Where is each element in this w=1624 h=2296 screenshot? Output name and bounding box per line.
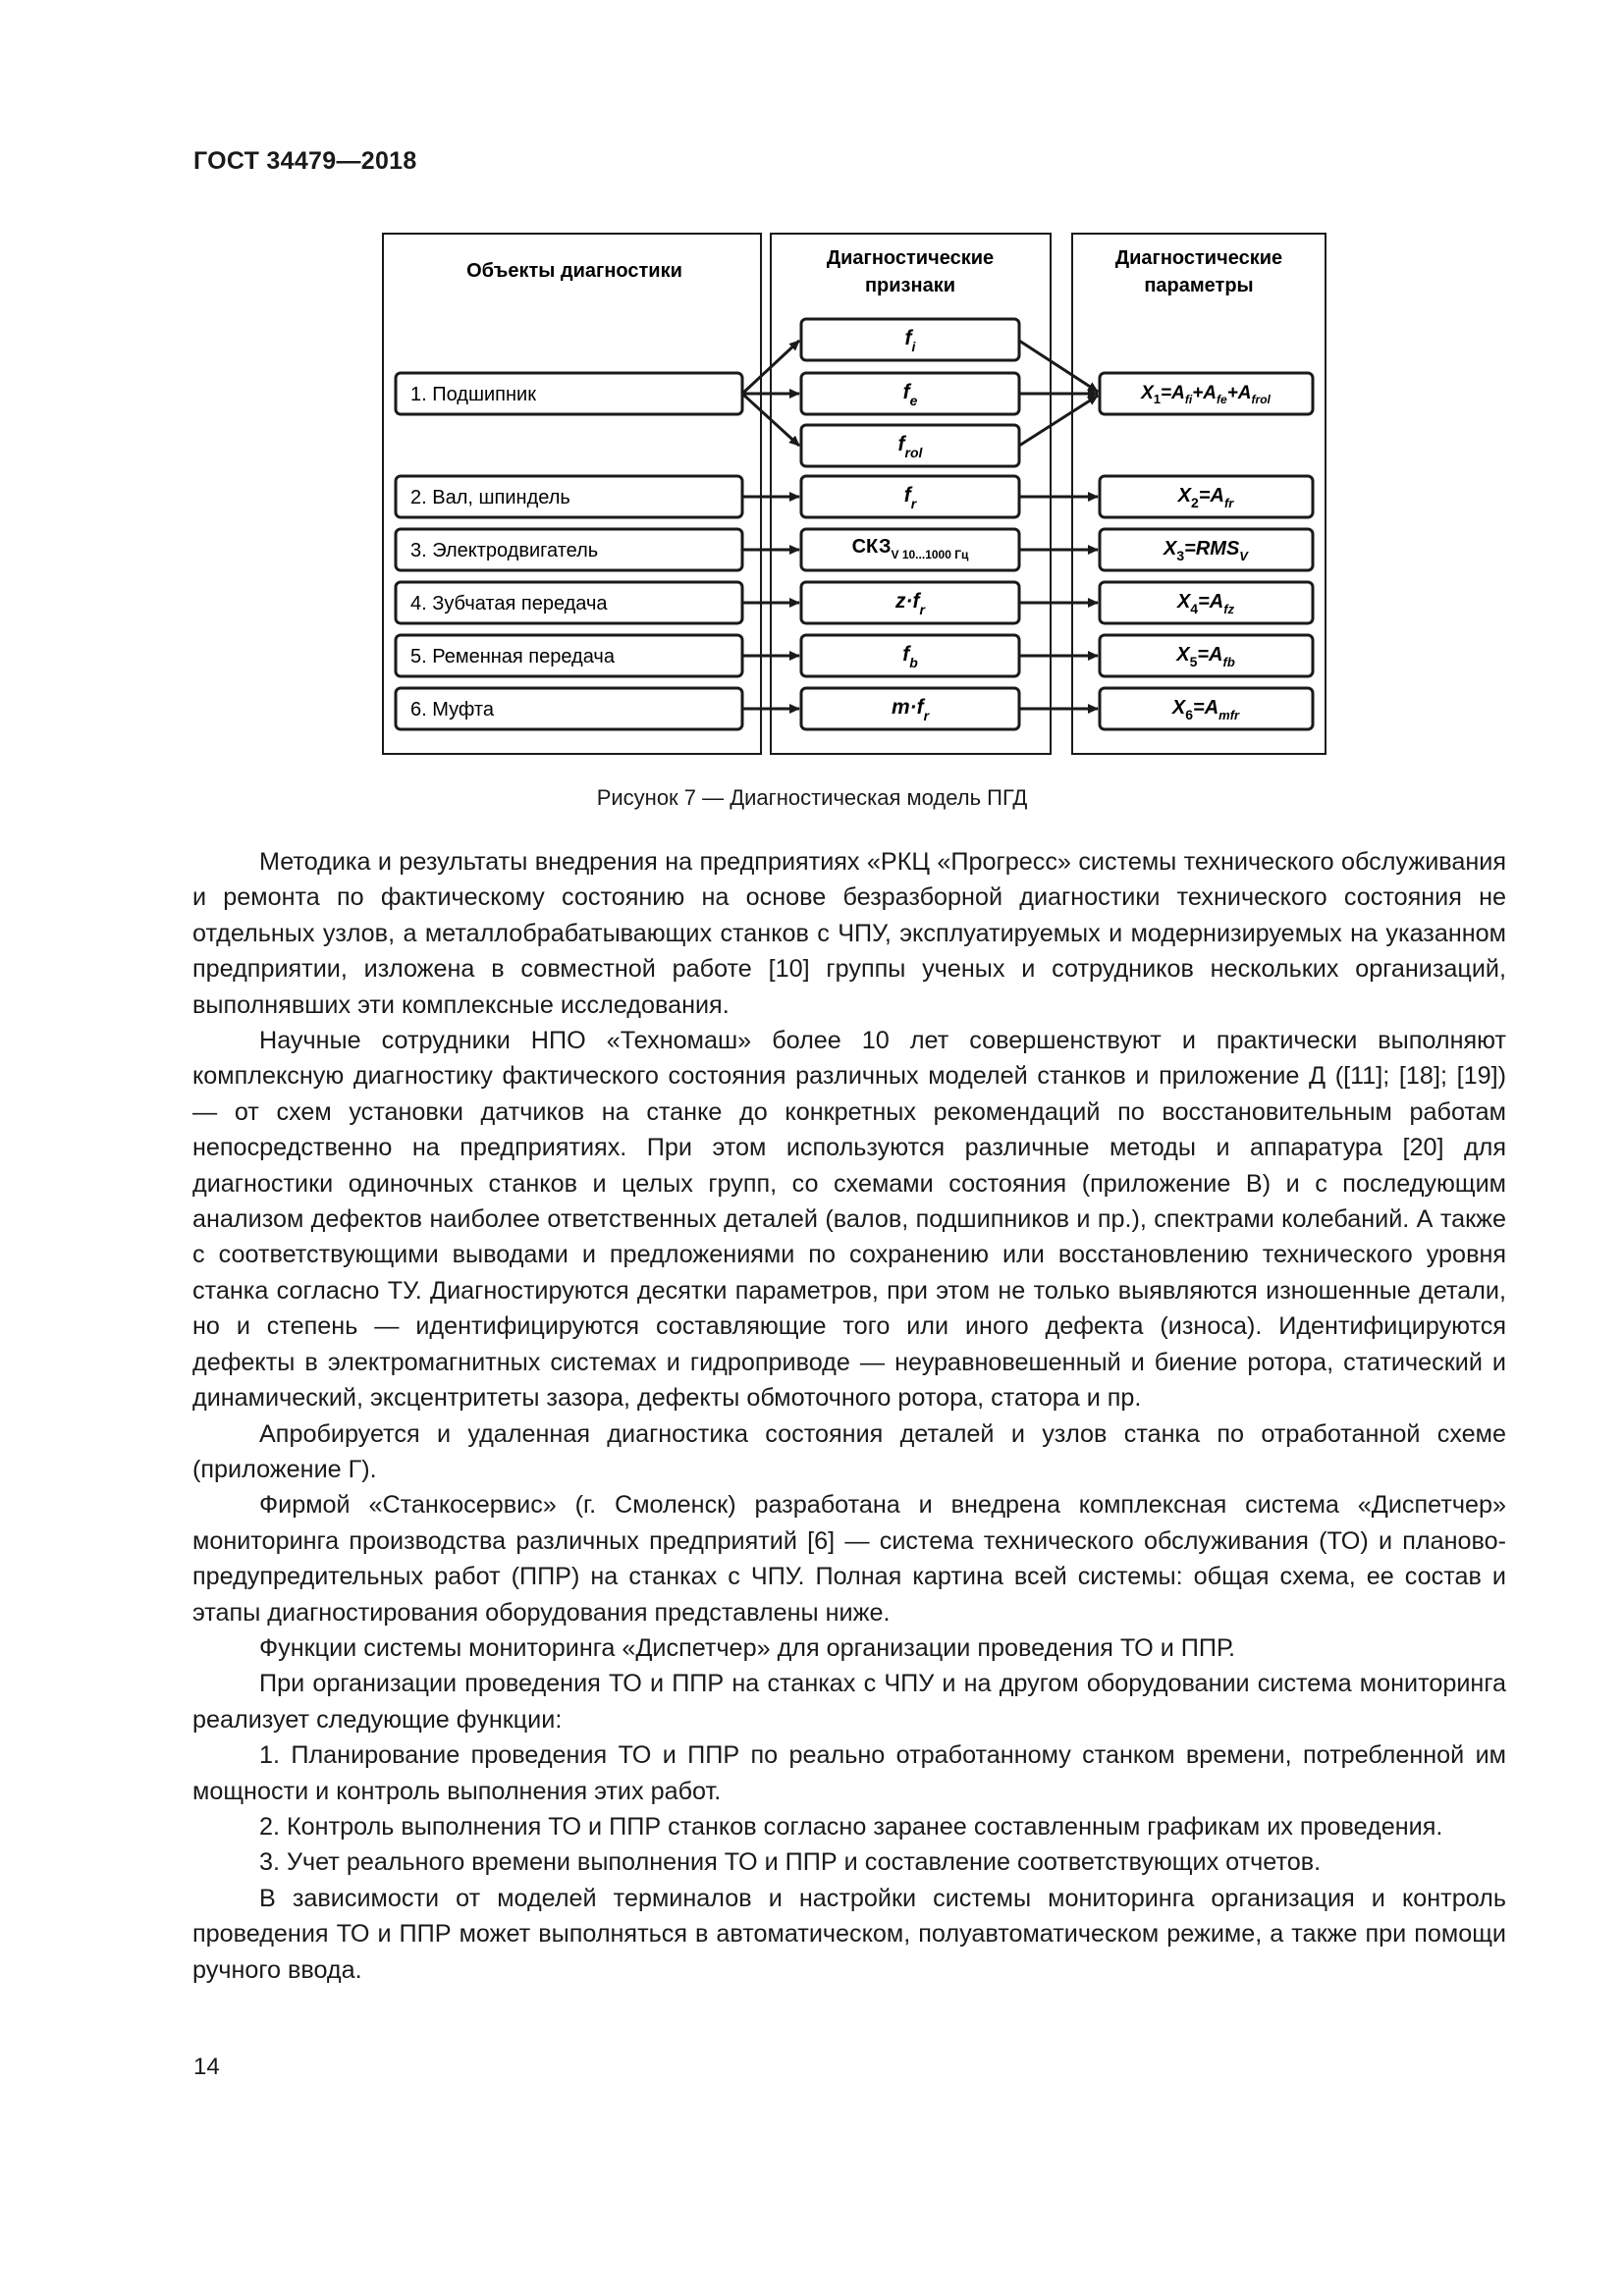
paragraph: Методика и результаты внедрения на предприятиях «РКЦ «Прогресс» системы технического обслуживания и ремонта по фактическому состоянию на основе безразборной диагностики технического состояния не отдельных узлов, а металлобрабатывающих станков с ЧПУ, эксплуатируемых и модернизируемых на указанном предприятии, изложена в совместной работе [10] группы ученых и сотрудников нескольких организаций, выполнявших эти комплексные исследования. (192, 848, 1506, 1019)
svg-text:X6=Amfr: $X_6=A_{mfr}$ (1171, 697, 1240, 722)
object-box-coupling (396, 688, 742, 729)
svg-text:m·fr: $m\cdot f_r$ (891, 696, 930, 723)
svg-text:fe: $f_e$ (902, 381, 918, 408)
params-column-title-line1: Диагностические (1114, 247, 1283, 269)
param-box-x2 (1100, 476, 1313, 517)
svg-text:frol: $f_{rol}$ (897, 433, 923, 460)
object-box-gear (396, 582, 742, 623)
params-column-title-line2: параметры (1144, 275, 1254, 296)
feature-box-skz (801, 529, 1019, 570)
object-box-bearing (396, 373, 742, 414)
body-text (192, 844, 1506, 1988)
paragraph: Функции системы мониторинга «Диспетчер» для организации проведения ТО и ППР. (259, 1633, 1236, 1662)
param-box-x4 (1100, 582, 1313, 623)
svg-text:fb: $f_b$ (902, 643, 918, 670)
param-box-x6 (1100, 688, 1313, 729)
page-number: 14 (193, 2054, 220, 2080)
svg-text:4. Зубчатая передача: 4. Зубчатая передача (410, 593, 608, 614)
svg-text:X1=Afi+Afe+Afrol: $X_1=A_{fi}+A_{fe}+A_{frol}$ (1141, 383, 1271, 406)
feature-box-zfr (801, 582, 1019, 623)
svg-text:fi: $f_i$ (904, 327, 916, 354)
svg-text:fr: $f_r$ (903, 484, 917, 511)
paragraph: При организации проведения ТО и ППР на станках с ЧПУ и на другом оборудовании система мониторинга реализует следующие функции: (192, 1670, 1506, 1734)
svg-text:X4=Afz: $X_4=A_{fz}$ (1176, 591, 1235, 616)
features-column-title-line1: Диагностические (826, 247, 995, 269)
param-box-x1 (1100, 373, 1313, 414)
diagnostic-model-figure (373, 229, 1330, 759)
objects-column-title: Объекты диагностики (466, 260, 682, 282)
features-column-title-line2: признаки (864, 275, 956, 296)
paragraph: В зависимости от моделей терминалов и настройки системы мониторинга организация и контроль проведения ТО и ППР может выполняться в автоматическом, полуавтоматическом режиме, а также при помощи ручного ввода. (192, 1884, 1506, 1984)
paragraph: Апробируется и удаленная диагностика состояния деталей и узлов станка по отработанной схеме (приложение Г). (192, 1419, 1506, 1483)
feature-box-fi (801, 319, 1019, 360)
list-item: 2. Контроль выполнения ТО и ППР станков согласно заранее составленным графикам их проведения. (259, 1812, 1443, 1841)
document-header: ГОСТ 34479—2018 (193, 147, 417, 175)
svg-text:X2=Afr: $X_2=A_{fr}$ (1177, 485, 1234, 510)
paragraph: Научные сотрудники НПО «Техномаш» более 10 лет совершенствуют и практически выполняют комплексную диагностику фактического состояния различных моделей станков и приложение Д ([11]; [18]; [19]) — от схем установки датчиков на станке до конкретных рекомендаций по восстановительным работам непосредственно на предприятиях. При этом используются различные методы и аппаратура [20] для диагностики одиночных станков и целых групп, со схемами состояния (приложение В) и с последующим анализом дефектов наиболее ответственных деталей (валов, подшипников и пр.), спектрами колебаний. А также с соответствующими выводами и предложениями по сохранению или восстановлению технического уровня станка согласно ТУ. Диагностируются десятки параметров, при этом не только выявляются изношенные детали, но и степень — идентифицируются составляющие того или иного дефекта (износа). Идентифицируются дефекты в электромагнитных системах и гидроприводе — неуравновешенный и биение ротора, статический и динамический, эксцентритеты зазора, дефекты обмоточного ротора, статора и пр. (192, 1027, 1506, 1413)
svg-text:X5=Afb: $X_5=A_{fb}$ (1176, 644, 1235, 669)
object-box-motor (396, 529, 742, 570)
svg-text:z·fr: $z\cdot f_r$ (895, 590, 925, 617)
svg-text:X3=RMSV: $X_3=RMS_V$ (1164, 538, 1248, 563)
list-item: 1. Планирование проведения ТО и ППР по реально отработанному станком времени, потребленной им мощности и контроль выполнения этих работ. (192, 1741, 1506, 1805)
object-box-shaft (396, 476, 742, 517)
feature-box-fe (801, 373, 1019, 414)
svg-text:6. Муфта: 6. Муфта (410, 699, 494, 721)
param-box-x5 (1100, 635, 1313, 676)
svg-text:1. Подшипник: 1. Подшипник (410, 384, 536, 405)
list-item: 3. Учет реального времени выполнения ТО и ППР и составление соответствующих отчетов. (259, 1848, 1322, 1877)
param-box-x3 (1100, 529, 1313, 570)
feature-box-fb (801, 635, 1019, 676)
svg-text:2. Вал, шпиндель: 2. Вал, шпиндель (410, 487, 570, 508)
arrows-features-to-params (1019, 341, 1098, 709)
feature-box-mfr (801, 688, 1019, 729)
feature-box-frol (801, 425, 1019, 466)
svg-text:3. Электродвигатель: 3. Электродвигатель (410, 540, 599, 561)
paragraph: Фирмой «Станкосервис» (г. Смоленск) разработана и внедрена комплексная система «Диспетчер» мониторинга производства различных предприятий [6] — система технического обслуживания (ТО) и планово-предупредительных работ (ППР) на станках с ЧПУ. Полная картина всей системы: общая схема, ее состав и этапы диагностирования оборудования представлены ниже. (192, 1491, 1506, 1627)
svg-text:5. Ременная передача: 5. Ременная передача (410, 646, 615, 667)
figure-caption: Рисунок 7 — Диагностическая модель ПГД (596, 785, 1028, 810)
feature-box-fr (801, 476, 1019, 517)
object-box-belt (396, 635, 742, 676)
svg-text:СКЗV 10...1000 Гц: $СКЗ_{V 10...1000 Гц}$ (851, 536, 969, 561)
